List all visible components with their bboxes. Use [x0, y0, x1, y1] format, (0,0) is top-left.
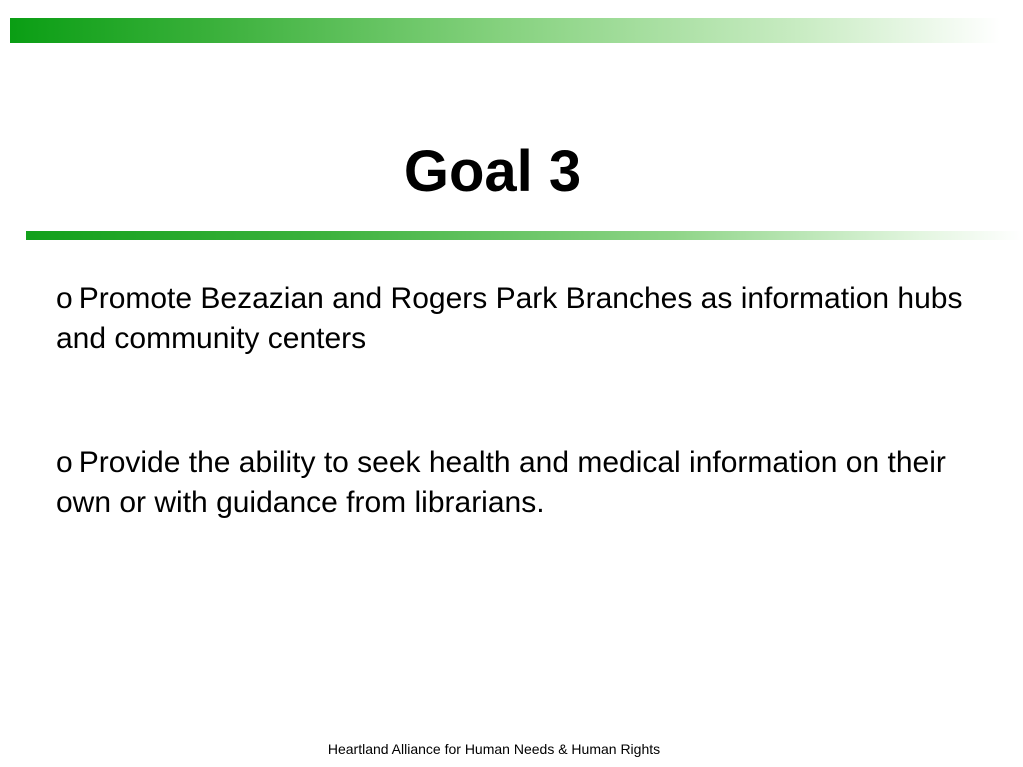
bullet-marker: o: [56, 446, 73, 479]
top-decorative-bar: [10, 18, 1000, 43]
bullet-marker: o: [56, 282, 73, 315]
bullet-item: [56, 279, 1006, 359]
title-divider: [26, 231, 1023, 240]
bullet-list: [56, 279, 1006, 607]
bullet-item: [56, 443, 1006, 523]
slide-title: Goal 3: [403, 139, 582, 204]
slide-footer: Heartland Alliance for Human Needs & Human Rights: [327, 741, 661, 757]
bullet-text: Provide the ability to seek health and medical information on their own or with guidance from librarians.: [56, 446, 946, 519]
bullet-text: Promote Bezazian and Rogers Park Branches as information hubs and community centers: [56, 282, 963, 355]
